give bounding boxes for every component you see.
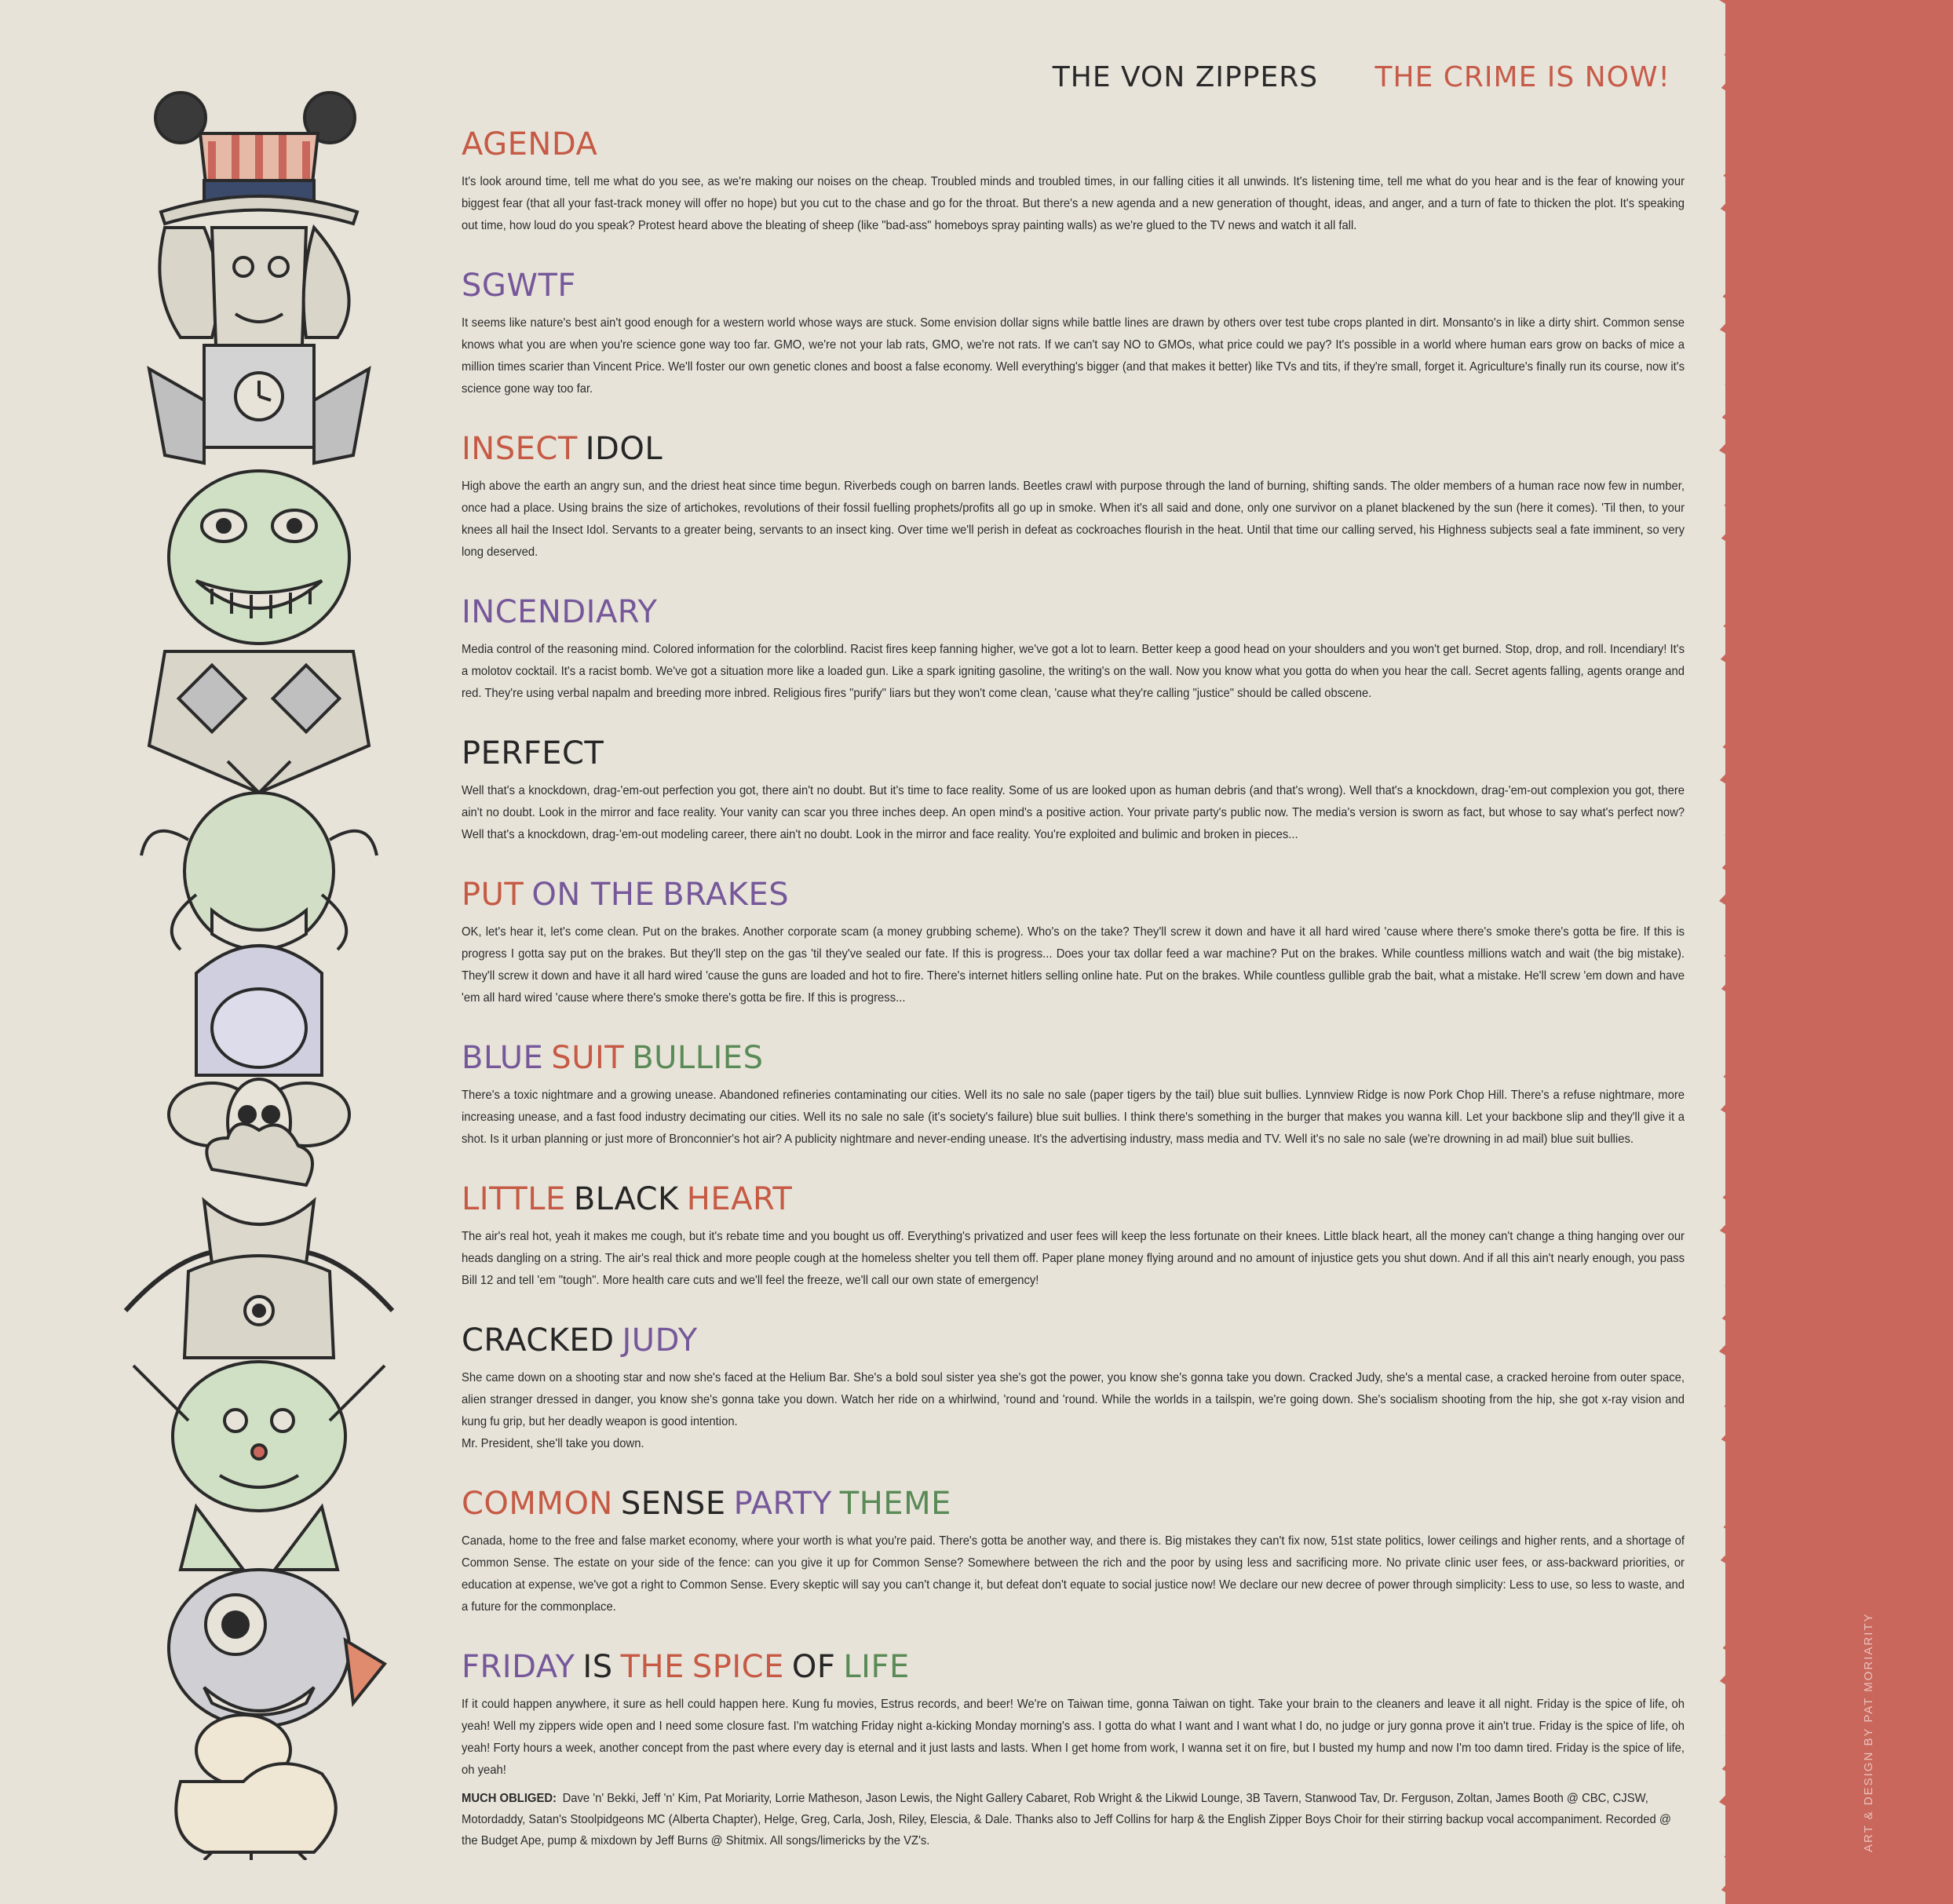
song-lyrics bbox=[462, 312, 1685, 400]
song-block bbox=[462, 1322, 1686, 1455]
song-lyrics-text: Canada, home to the free and false market economy, where your worth is what you're paid. There's gotta be another way, and there is. Big mistakes they can't fix now, 51st state politics, lower ceilings and higher rents, and a shortage of Common Sense. The estate on your side of the fence: can you give it up for Common Sense? Somewhere between the rich and the poor by using less and sacrificing more. No private clinic user fees, or ass-backward priorities, or education at expense, we've got a right to Common Sense. Every skeptic will say you can't change it, but defeat don't equate to social justice now! We declare our new decree of power through simplicity: Less to use, so less to waste, and a future for the commonplace. bbox=[462, 1534, 1685, 1614]
song-lyrics bbox=[462, 1226, 1685, 1292]
song-lyrics bbox=[462, 1530, 1685, 1618]
song-title bbox=[462, 126, 1686, 163]
song-lyrics-text: It's look around time, tell me what do you see, as we're making our noises on the cheap. Troubled minds and troubled times, in our falling cities it all unwinds. It's listening time, tell me what do you hear and is the fear of knowing your biggest fear (that all your fast-track money will offer no hope) but you cut to the chase and go for the throat. But there's a new agenda and a new generation of thought, ideas, and anger, and a turn of fate to thicken the plot. It's speaking out time, how loud do you speak? Protest heard above the bleating of sheep (like "bad-ass" homeboys spray painting walls) as we're glued to the TV news and watch it all fall. bbox=[462, 175, 1685, 232]
song-title-word: SPICE bbox=[692, 1649, 784, 1685]
song-title-word: BLUE bbox=[462, 1040, 544, 1076]
brush-edge-decoration bbox=[1703, 0, 1766, 1904]
song-list bbox=[462, 126, 1686, 1811]
song-title bbox=[462, 1485, 1686, 1523]
song-lyrics-text: OK, let's hear it, let's come clean. Put on the brakes. Another corporate scam (a money grubbing scheme). Who's on the take? They'll screw it down and have it all hard wired 'cause where there's smoke there's gotta be fire. If this is progress I gotta say put on the brakes. But they'll step on the gas 'til they've sealed our fate. If this is progress... Does your tax dollar feed a war machine? Put on the brakes. While countless millions watch and wait (the big mistake). They'll screw it down and have it all hard wired 'cause the guns are loaded and hot to fire. There's internet hitlers selling online hate. Put on the brakes. While countless gullible grab the bait, what a mistake. He'll screw 'em down and have 'em all hard wired 'cause where there's smoke there's gotta be fire. If this is progress... bbox=[462, 925, 1685, 1005]
song-block bbox=[462, 1180, 1686, 1292]
credits-label: MUCH OBLIGED: bbox=[462, 1792, 557, 1805]
song-title-word: PERFECT bbox=[462, 735, 604, 771]
song-title-word: SENSE bbox=[620, 1486, 726, 1522]
song-block bbox=[462, 267, 1686, 400]
song-title bbox=[462, 267, 1686, 305]
song-title bbox=[462, 1039, 1686, 1077]
credits-block bbox=[462, 1788, 1685, 1851]
song-title-word: INCENDIARY bbox=[462, 594, 658, 630]
song-title bbox=[462, 593, 1686, 631]
song-lyrics-text: Well that's a knockdown, drag-'em-out perfection you got, there ain't no doubt. But it's time to face reality. Some of us are looked upon as human debris (and that's wrong). Well that's a knockdown, drag-'em-out complexion you got, there ain't no doubt. Look in the mirror and face reality. Your vanity can scar you three inches deep. An open mind's a positive action. Your private party's public now. The media's version is sworn as fact, but whose to say what's perfect now? Well that's a knockdown, drag-'em-out modeling career, there ain't no doubt. Look in the mirror and face reality. You're exploited and bulimic and broken in pieces... bbox=[462, 784, 1685, 841]
song-title-word: THEME bbox=[839, 1486, 951, 1522]
song-title-word: BRAKES bbox=[663, 877, 790, 913]
song-block bbox=[462, 1648, 1686, 1782]
song-title-word: PARTY bbox=[733, 1486, 832, 1522]
song-lyrics bbox=[462, 780, 1685, 846]
song-block bbox=[462, 1039, 1686, 1151]
song-lyrics bbox=[462, 1694, 1685, 1782]
song-title-word: IS bbox=[582, 1649, 613, 1685]
song-title-word: THE bbox=[620, 1649, 684, 1685]
song-block bbox=[462, 1485, 1686, 1618]
song-title-word: ON THE bbox=[531, 877, 655, 913]
album-header bbox=[1053, 61, 1670, 93]
song-title-word: HEART bbox=[686, 1181, 793, 1217]
song-title-word: IDOL bbox=[585, 431, 663, 467]
song-title-word: BLACK bbox=[573, 1181, 679, 1217]
song-title-word: AGENDA bbox=[462, 126, 598, 162]
album-title: THE CRIME IS NOW! bbox=[1374, 61, 1670, 93]
song-title-word: OF bbox=[791, 1649, 836, 1685]
song-lyrics-text: The air's real hot, yeah it makes me cough, but it's rebate time and you bought us off. Everything's privatized and user fees will keep the less fortunate on their knees. Little black heart, all the money can't change a thing hanging over our heads dangling on a string. The air's real thick and more people cough at the homeless shelter you tell them off. Paper plane money flying around and no amount of injustice gets you shut down. And if all this ain't nearly enough, you pass Bill 12 and tell 'em "tough". More health care cuts and we'll feel the freeze, we'll call our own state of emergency! bbox=[462, 1230, 1685, 1287]
song-lyrics bbox=[462, 171, 1685, 237]
totem-pole-illustration bbox=[118, 86, 400, 1860]
song-title-word: SGWTF bbox=[462, 268, 576, 304]
art-design-credit: ART & DESIGN BY PAT MORIARITY bbox=[1862, 1612, 1875, 1852]
song-block bbox=[462, 593, 1686, 705]
song-title-word: JUDY bbox=[622, 1322, 698, 1359]
song-lyrics bbox=[462, 476, 1685, 564]
song-title bbox=[462, 876, 1686, 914]
song-title-word: FRIDAY bbox=[462, 1649, 575, 1685]
song-lyrics-text: She came down on a shooting star and now she's faced at the Helium Bar. She's a bold soul sister yea she's got the power, you know she's gonna take you down. Cracked Judy, she's a mental case, a cracked heroine from outer space, alien stranger dressed in danger, you know she's gonna take you down. Watch her ride on a whirlwind, 'round and 'round. While the worlds in a tailspin, we're going down. She's socialism shooting from the hip, she got x-ray vision and kung fu grip, but her deadly weapon is good intention. bbox=[462, 1371, 1685, 1428]
song-title-word: LIFE bbox=[843, 1649, 910, 1685]
song-lyrics-text: If it could happen anywhere, it sure as hell could happen here. Kung fu movies, Estrus records, and beer! We're on Taiwan time, gonna Taiwan on tight. Take your brain to the cleaners and leave it all night. Friday is the spice of life, oh yeah! Well my zippers wide open and I need some closure fast. I'm watching Friday night a-kicking Monday morning's ass. I gotta do what I want and I want what I do, no judge or jury gonna prove it ain't true. Friday is the spice of life, oh yeah! Forty hours a week, another concept from the past where every day is eternal and it just lasts and lasts. When I get home from work, I wanna set it on fire, but I busted my hump and now I'm too damn tired. Friday is the spice of life, oh yeah! bbox=[462, 1698, 1685, 1777]
song-lyrics-extra: Mr. President, she'll take you down. bbox=[462, 1437, 644, 1450]
song-title bbox=[462, 1180, 1686, 1218]
song-lyrics-text: It seems like nature's best ain't good enough for a western world whose ways are stuck. Some envision dollar signs while battle lines are drawn by others over test tube crops planted in dirt. Monsanto's in like a dirty shirt. Common sense knows what you are when you're science gone way too far. GMO, we're not your lab rats, GMO, we're not rats. If we can't say NO to GMOs, what price could we pay? It's possible in a world where human ears grow on backs of mice a million times scarier than Vincent Price. We'll foster our own genetic clones and boost a false economy. Well everything's bigger (and that makes it better) like TVs and tits, if they're small, forget it. Agriculture's finally run its course, now it's science gone way too far. bbox=[462, 316, 1685, 396]
song-lyrics-text: Media control of the reasoning mind. Colored information for the colorblind. Racist fires keep fanning higher, we've got a lot to learn. Better keep a good head on your shoulders and you won't get burned. Stop, drop, and roll. Incendiary! It's a molotov cocktail. It's a racist bomb. We've got a situation more like a loaded gun. Like a spark igniting gasoline, the writing's on the wall. Now you know what you gotta do when you hear the call. Secret agents falling, agents orange and red. They're using verbal napalm and breeding more inbred. Religious fires "purify" liars but they won't come clean, 'cause what they're calling "justice" should be called obscene. bbox=[462, 643, 1685, 700]
song-title bbox=[462, 735, 1686, 772]
song-title bbox=[462, 1322, 1686, 1359]
song-title-word: COMMON bbox=[462, 1486, 613, 1522]
song-lyrics bbox=[462, 921, 1685, 1009]
song-block bbox=[462, 126, 1686, 237]
song-title-word: LITTLE bbox=[462, 1181, 566, 1217]
song-lyrics bbox=[462, 1085, 1685, 1151]
song-title bbox=[462, 430, 1686, 468]
song-lyrics bbox=[462, 1367, 1685, 1455]
song-lyrics-text: High above the earth an angry sun, and the driest heat since time begun. Riverbeds cough on barren lands. Beetles crawl with purpose through the land of burning, shifting sands. The older members of a human race now few in number, once had a place. Using brains the size of artichokes, revolutions of their fossil fuelling prophets/profits all go up in smoke. When it's all said and done, only one survivor on a planet blackened by the sun (here it comes). 'Til then, to your knees all hail the Insect Idol. Servants to a greater being, servants to an insect king. Over time we'll perish in defeat as cockroaches flourish in the heat. Until that time our calling served, his Highness subjects seal a fate imminent, so very long deserved. bbox=[462, 480, 1685, 559]
song-title-word: PUT bbox=[462, 877, 524, 913]
song-title bbox=[462, 1648, 1686, 1686]
song-block bbox=[462, 430, 1686, 564]
band-name: THE VON ZIPPERS bbox=[1052, 61, 1319, 93]
song-title-word: CRACKED bbox=[462, 1322, 615, 1359]
song-title-word: BULLIES bbox=[632, 1040, 764, 1076]
song-block bbox=[462, 876, 1686, 1009]
song-lyrics-text: There's a toxic nightmare and a growing unease. Abandoned refineries contaminating our cities. Well its no sale no sale (paper tigers by the tail) blue suit bullies. Lynnview Ridge is now Pork Chop Hill. There's a refuse nightmare, more increasing unease, and a fast food industry decimating our cities. Well its no sale no sale (it's society's failure) blue suit bullies. I think there's something in the burger that makes you wanna kill. Let your backbone slip and they'll give it a shot. Is it urban planning or just more of Bronconnier's hot air? A publicity nightmare and never-ending unease. It's the advertising industry, mass media and TV. Well it's no sale no sale (we're drowning in ad mail) blue suit bullies. bbox=[462, 1089, 1685, 1146]
song-block bbox=[462, 735, 1686, 846]
song-lyrics bbox=[462, 639, 1685, 705]
song-title-word: INSECT bbox=[462, 431, 578, 467]
song-title-word: SUIT bbox=[551, 1040, 625, 1076]
credits-text: Dave 'n' Bekki, Jeff 'n' Kim, Pat Moriarity, Lorrie Matheson, Jason Lewis, the Night Gallery Cabaret, Rob Wright & the Likwid Lounge, 3B Tavern, Stanwood Tav, Dr. Ferguson, Zoltan, James Booth @ CBC, CJSW, Motordaddy, Satan's Stoolpidgeons MC (Alberta Chapter), Helge, Greg, Carla, Josh, Riley, Elescia, & Dale. Thanks also to Jeff Collins for harp & the English Zipper Boys Choir for their stirring backup vocal accompaniment. Recorded @ the Budget Ape, pump & mixdown by Jeff Burns @ Shitmix. All songs/limericks by the VZ's. bbox=[462, 1792, 1671, 1847]
